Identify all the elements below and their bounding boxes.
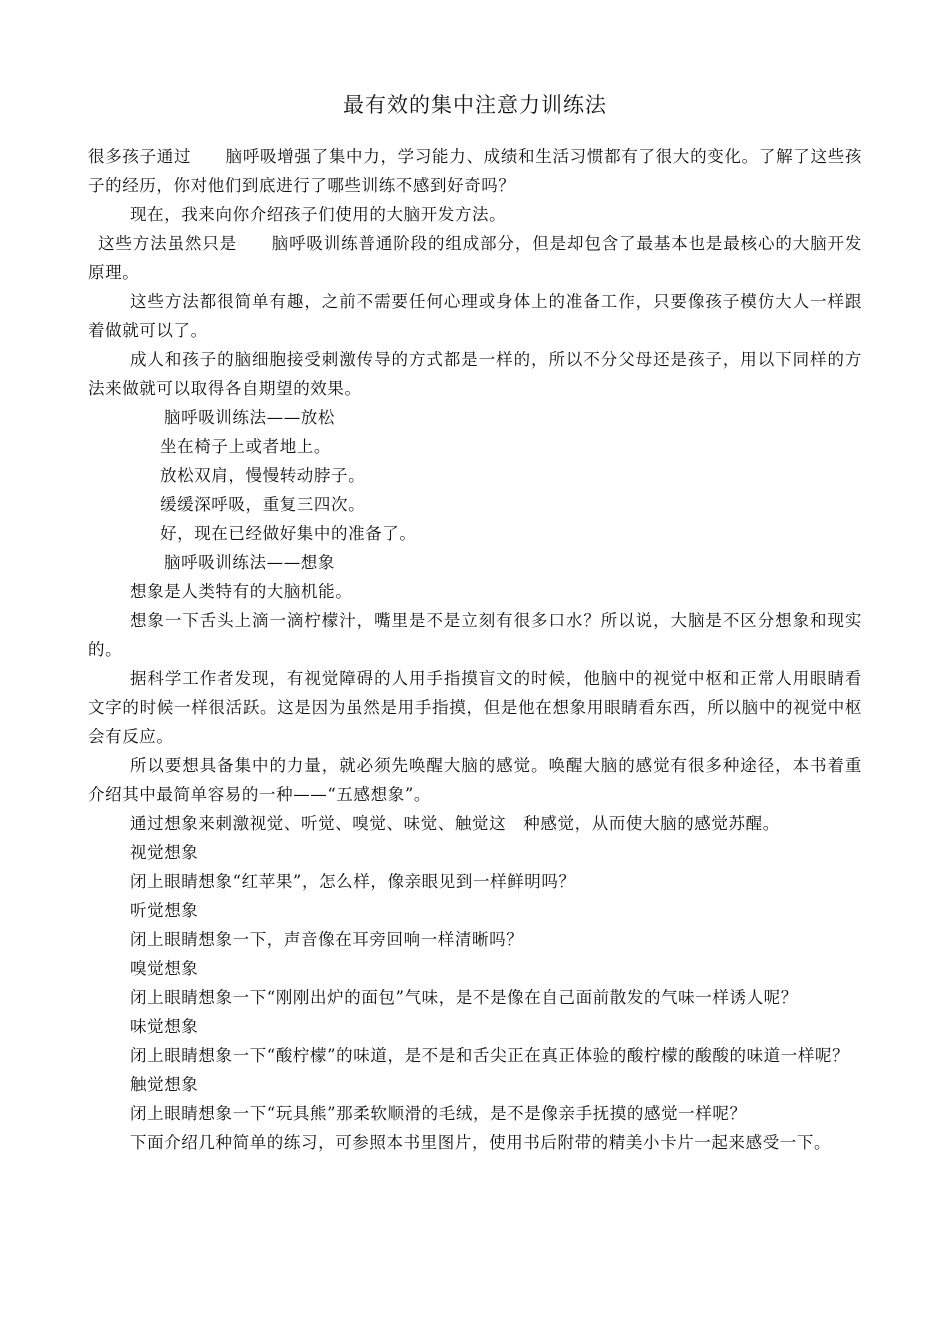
paragraph: 脑呼吸训练法——放松 (164, 408, 335, 427)
paragraph: 这些方法虽然只是 脑呼吸训练普通阶段的组成部分，但是却包含了最基本也是最核心的大脑开发原理。 (88, 234, 862, 282)
paragraph: 闭上眼睛想象一下“刚刚出炉的面包”气味，是不是像在自己面前散发的气味一样诱人呢？ (130, 988, 798, 1007)
paragraph: 听觉想象 (130, 901, 199, 920)
paragraph: 放松双肩，慢慢转动脖子。 (160, 466, 366, 485)
paragraph: 闭上眼睛想象“红苹果”，怎么样，像亲眼见到一样鲜明吗？ (130, 872, 576, 891)
paragraph: 这些方法都很简单有趣，之前不需要任何心理或身体上的准备工作，只要像孩子模仿大人一样跟着做就可以了。 (88, 292, 862, 340)
paragraph: 缓缓深呼吸，重复三四次。 (160, 495, 366, 514)
paragraph: 所以要想具备集中的力量，就必须先唤醒大脑的感觉。唤醒大脑的感觉有很多种途径，本书着重介绍其中最简单容易的一种——“五感想象”。 (88, 756, 862, 804)
paragraph: 味觉想象 (130, 1017, 199, 1036)
paragraph: 下面介绍几种简单的练习，可参照本书里图片，使用书后附带的精美小卡片一起来感受一下。 (130, 1133, 832, 1152)
paragraph: 视觉想象 (130, 843, 199, 862)
paragraph: 触觉想象 (130, 1075, 199, 1094)
document-page (88, 90, 862, 1157)
paragraph: 脑呼吸训练法——想象 (164, 553, 335, 572)
paragraph: 坐在椅子上或者地上。 (160, 437, 331, 456)
paragraph: 现在，我来向你介绍孩子们使用的大脑开发方法。 (130, 205, 507, 224)
paragraph: 好，现在已经做好集中的准备了。 (160, 524, 417, 543)
paragraph: 想象一下舌头上滴一滴柠檬汁，嘴里是不是立刻有很多口水？所以说，大脑是不区分想象和现实的。 (88, 611, 862, 659)
document-title: 最有效的集中注意力训练法 (343, 93, 607, 117)
paragraph: 闭上眼睛想象一下，声音像在耳旁回响一样清晰吗？ (130, 930, 524, 949)
paragraph: 嗅觉想象 (130, 959, 199, 978)
paragraph: 很多孩子通过 脑呼吸增强了集中力，学习能力、成绩和生活习惯都有了很大的变化。了解了这些孩子的经历，你对他们到底进行了哪些训练不感到好奇吗？ (88, 147, 862, 195)
paragraph: 通过想象来刺激视觉、听觉、嗅觉、味觉、触觉这 种感觉，从而使大脑的感觉苏醒。 (130, 814, 780, 833)
paragraph: 据科学工作者发现，有视觉障碍的人用手指摸盲文的时候，他脑中的视觉中枢和正常人用眼睛看文字的时候一样很活跃。这是因为虽然是用手指摸，但是他在想象用眼睛看东西，所以脑中的视觉中枢会有反应。 (88, 669, 862, 746)
paragraph: 成人和孩子的脑细胞接受刺激传导的方式都是一样的，所以不分父母还是孩子，用以下同样的方法来做就可以取得各自期望的效果。 (88, 350, 862, 398)
paragraph: 闭上眼睛想象一下“酸柠檬”的味道，是不是和舌尖正在真正体验的酸柠檬的酸酸的味道一样呢？ (130, 1046, 850, 1065)
paragraph: 想象是人类特有的大脑机能。 (130, 582, 353, 601)
document-body (88, 142, 862, 1157)
paragraph: 闭上眼睛想象一下“玩具熊”那柔软顺滑的毛绒，是不是像亲手抚摸的感觉一样呢？ (130, 1104, 747, 1123)
